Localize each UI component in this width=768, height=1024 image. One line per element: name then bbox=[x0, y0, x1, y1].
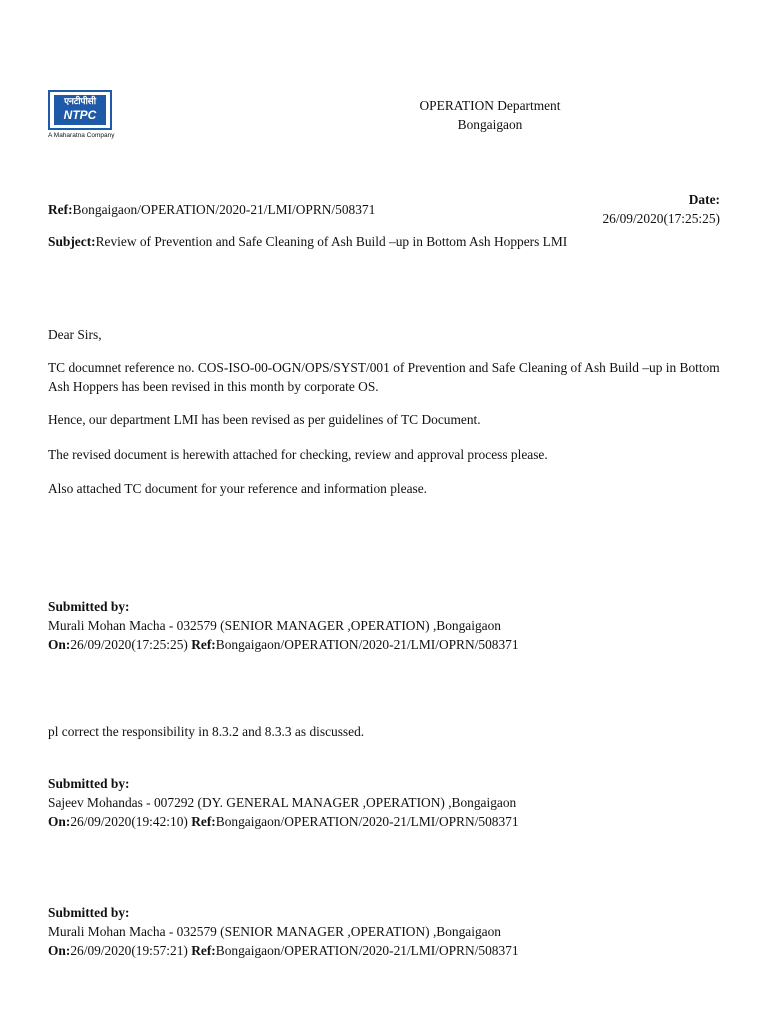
logo-tagline: A Maharatna Company bbox=[48, 132, 115, 139]
ref-label: Ref: bbox=[191, 814, 216, 829]
body-paragraph-4: Also attached TC document for your reference and information please. bbox=[48, 481, 428, 496]
ref-value: Bongaigaon/OPERATION/2020-21/LMI/OPRN/508371 bbox=[215, 814, 519, 829]
date-label: Date: bbox=[688, 192, 720, 207]
body-paragraph-3: The revised document is herewith attached for checking, review and approval process please. bbox=[48, 447, 548, 462]
on-value: 26/09/2020(17:25:25) bbox=[70, 637, 188, 652]
logo-frame bbox=[48, 90, 112, 130]
submission-3 bbox=[48, 903, 728, 960]
date-value: 26/09/2020(17:25:25) bbox=[602, 211, 720, 226]
date-block bbox=[602, 190, 720, 228]
reference-value: Bongaigaon/OPERATION/2020-21/LMI/OPRN/508371 bbox=[72, 202, 376, 217]
ntpc-logo bbox=[48, 90, 116, 139]
logo-brand-text: NTPC bbox=[63, 108, 97, 122]
reference-label: Ref: bbox=[48, 202, 73, 217]
ref-value: Bongaigaon/OPERATION/2020-21/LMI/OPRN/508371 bbox=[215, 943, 519, 958]
department-header bbox=[380, 96, 600, 134]
on-label: On: bbox=[48, 814, 71, 829]
ref-label: Ref: bbox=[191, 637, 216, 652]
department-location: Bongaigaon bbox=[457, 117, 523, 132]
subject-label: Subject: bbox=[48, 234, 96, 249]
subject-line bbox=[48, 232, 568, 251]
submitted-by-label: Submitted by: bbox=[48, 599, 130, 614]
on-value: 26/09/2020(19:57:21) bbox=[70, 943, 188, 958]
ref-label: Ref: bbox=[191, 943, 216, 958]
body-paragraph-2: Hence, our department LMI has been revised as per guidelines of TC Document. bbox=[48, 412, 481, 427]
department-name: OPERATION Department bbox=[419, 98, 561, 113]
on-label: On: bbox=[48, 943, 71, 958]
submission-1 bbox=[48, 597, 728, 654]
salutation: Dear Sirs, bbox=[48, 327, 102, 342]
on-label: On: bbox=[48, 637, 71, 652]
submitted-by-label: Submitted by: bbox=[48, 905, 130, 920]
submitter-name: Murali Mohan Macha - 032579 (SENIOR MANAGER ,OPERATION) ,Bongaigaon bbox=[48, 924, 501, 939]
submission-2 bbox=[48, 774, 728, 831]
comment-text: pl correct the responsibility in 8.3.2 and 8.3.3 as discussed. bbox=[48, 724, 365, 739]
logo-hindi-text: एनटीपीसी bbox=[64, 96, 96, 106]
ref-value: Bongaigaon/OPERATION/2020-21/LMI/OPRN/508371 bbox=[215, 637, 519, 652]
on-value: 26/09/2020(19:42:10) bbox=[70, 814, 188, 829]
logo-inner bbox=[54, 95, 106, 125]
reference-line bbox=[48, 200, 375, 219]
body-paragraph-1: TC documnet reference no. COS-ISO-00-OGN/OPS/SYST/001 of Prevention and Safe Cleaning of Ash Build –up in Bottom Ash Hoppers has been revised in this month by corporate OS. bbox=[48, 360, 720, 394]
submitter-name: Sajeev Mohandas - 007292 (DY. GENERAL MANAGER ,OPERATION) ,Bongaigaon bbox=[48, 795, 517, 810]
submitted-by-label: Submitted by: bbox=[48, 776, 130, 791]
subject-value: Review of Prevention and Safe Cleaning of Ash Build –up in Bottom Ash Hoppers LMI bbox=[95, 234, 568, 249]
submitter-name: Murali Mohan Macha - 032579 (SENIOR MANAGER ,OPERATION) ,Bongaigaon bbox=[48, 618, 501, 633]
